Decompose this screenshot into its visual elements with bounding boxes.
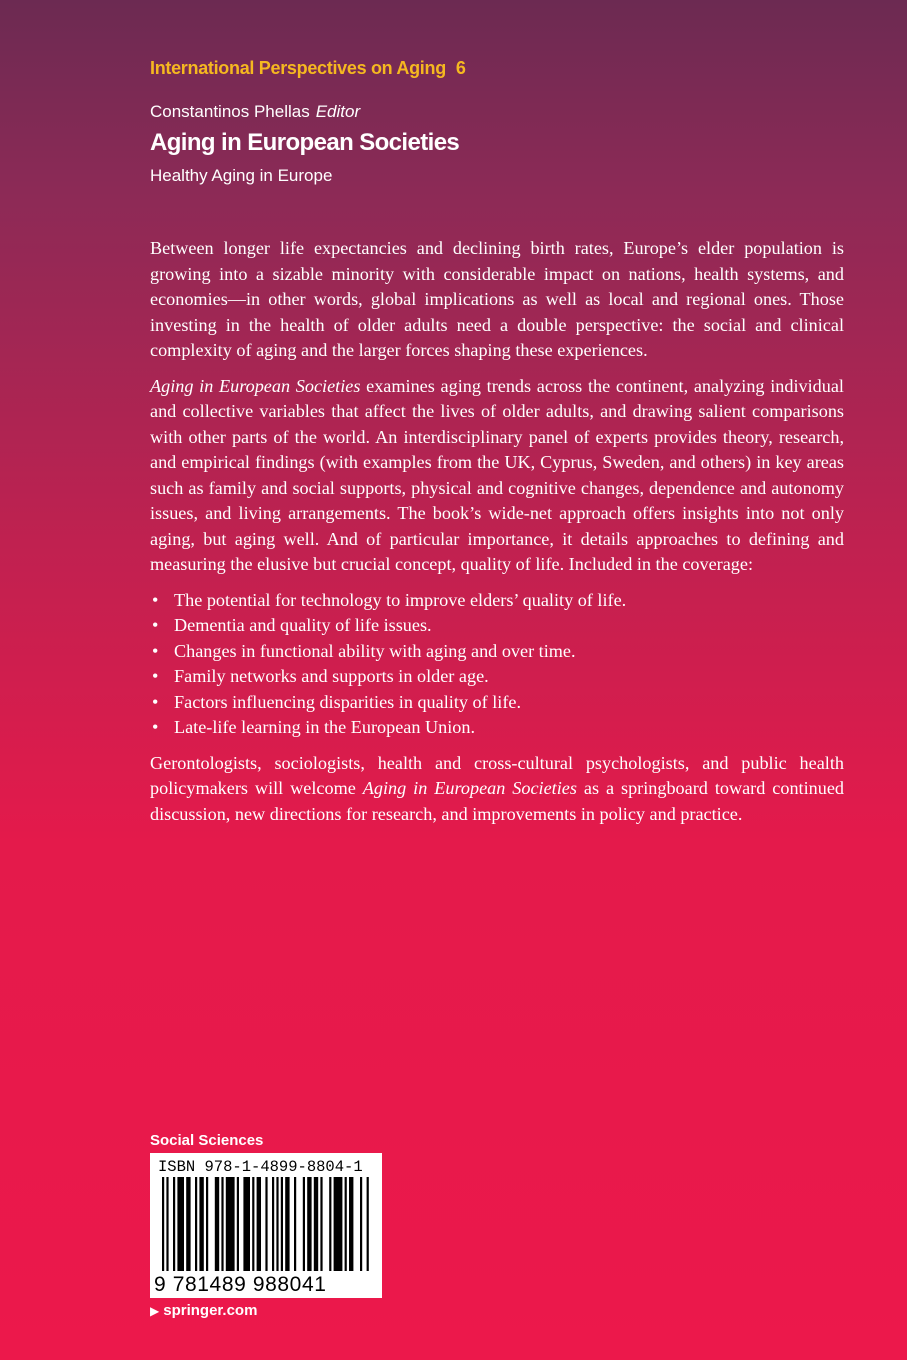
- blurb-paragraph-2-text: examines aging trends across the continent, analyzing individual and collective variables that affect the lives of older adults, and drawing salient comparisons with other parts of the world. An interdisciplinary panel of experts provides theory, research, and empirical findings (with examples from the UK, Cyprus, Sweden, and others) in key areas such as family and social supports, physical and cognitive changes, dependence and autonomy issues, and living arrangements. The book’s wide-net approach offers insights into not only aging, but aging well. And of particular importance, it details approaches to defining and measuring the elusive but crucial concept, quality of life. Included in the coverage:: [150, 375, 844, 574]
- barcode-bar: [206, 1177, 208, 1271]
- blurb-paragraph-3: [150, 751, 844, 828]
- barcode-bar: [314, 1177, 318, 1271]
- ean-digits: 9 781489 988041: [154, 1273, 327, 1296]
- barcode-bars: [158, 1177, 372, 1273]
- barcode-bar: [252, 1177, 254, 1271]
- barcode-bar: [265, 1177, 267, 1271]
- barcode-bar: [243, 1177, 250, 1271]
- list-item: [150, 715, 844, 741]
- list-item-text: Family networks and supports in older age.: [174, 666, 489, 686]
- barcode-bar: [166, 1177, 168, 1271]
- list-item: [150, 588, 844, 614]
- blurb-paragraph-3-text-a: Gerontologists, sociologists, health and cross-cultural psychologists, and public health policymakers will welcome: [150, 752, 844, 798]
- barcode-bar: [215, 1177, 219, 1271]
- series-line: [150, 58, 466, 79]
- editor-line: [150, 102, 360, 122]
- list-item-text: Factors influencing disparities in quality of life.: [174, 691, 522, 712]
- list-item: [150, 664, 844, 690]
- list-item: [150, 690, 844, 716]
- website-url: springer.com: [163, 1302, 258, 1319]
- list-item-text: The potential for technology to improve elders’ quality of life.: [174, 589, 627, 610]
- book-title-italic: Aging in European Societies: [362, 778, 577, 798]
- blurb-paragraph-1: Between longer life expectancies and declining birth rates, Europe’s elder population is growing into a sizable minority with considerable impact on nations, health systems, and economies—in other words, global implications as well as local and regional ones. Those investing in the health of older adults need a double perspective: the social and clinical complexity of aging and the larger forces shaping these experiences.: [150, 238, 844, 360]
- editor-role: Editor: [315, 102, 361, 121]
- barcode-bar: [285, 1177, 289, 1271]
- list-item: [150, 639, 844, 665]
- barcode-bar: [195, 1177, 197, 1271]
- list-item-text: Dementia and quality of life issues.: [174, 615, 432, 635]
- barcode-bar: [345, 1177, 347, 1271]
- barcode-bar: [257, 1177, 261, 1271]
- barcode-bar: [276, 1177, 278, 1271]
- barcode-bar: [303, 1177, 305, 1271]
- blurb-paragraph-3-text-b: as a springboard toward continued discussion, new directions for research, and improvements in policy and practice.: [150, 778, 844, 824]
- barcode-bar: [199, 1177, 203, 1271]
- barcode-bar: [186, 1177, 190, 1271]
- barcode-bar: [173, 1177, 175, 1271]
- bullet-icon: •: [152, 640, 159, 661]
- barcode-bar: [177, 1177, 184, 1271]
- barcode-bar: [281, 1177, 283, 1271]
- barcode-bar: [221, 1177, 223, 1271]
- barcode-bar: [320, 1177, 322, 1271]
- blurb-paragraph-2: [150, 374, 844, 578]
- barcode-bar: [349, 1177, 353, 1271]
- barcode-bar: [360, 1177, 362, 1271]
- publisher-website[interactable]: [150, 1302, 257, 1319]
- series-title: International Perspectives on Aging: [150, 58, 446, 78]
- barcode-bar: [329, 1177, 331, 1271]
- isbn-barcode: [150, 1153, 382, 1298]
- blurb: [150, 236, 844, 837]
- book-title-italic: Aging in European Societies: [150, 375, 361, 396]
- barcode-bar: [272, 1177, 274, 1271]
- book-subtitle: Healthy Aging in Europe: [150, 166, 333, 185]
- barcode-bar: [294, 1177, 296, 1271]
- bullet-icon: •: [152, 666, 159, 686]
- bullet-icon: •: [152, 717, 159, 737]
- barcode-bar: [226, 1177, 235, 1271]
- arrow-right-icon: ▶: [150, 1304, 160, 1318]
- barcode-bar: [334, 1177, 343, 1271]
- series-volume: 6: [455, 58, 466, 78]
- isbn-label: ISBN 978-1-4899-8804-1: [158, 1158, 363, 1176]
- book-title: Aging in European Societies: [150, 129, 460, 156]
- list-item-text: Changes in functional ability with aging and over time.: [174, 640, 576, 661]
- barcode-bar: [307, 1177, 311, 1271]
- list-item-text: Late-life learning in the European Union.: [174, 717, 475, 737]
- barcode-bar: [237, 1177, 239, 1271]
- editor-name: Constantinos Phellas: [150, 102, 310, 121]
- list-item: [150, 613, 844, 639]
- barcode-bar: [162, 1177, 164, 1271]
- barcode-bar: [367, 1177, 369, 1271]
- bullet-icon: •: [152, 589, 159, 610]
- coverage-list: [150, 588, 844, 741]
- bullet-icon: •: [152, 691, 159, 712]
- bullet-icon: •: [152, 615, 159, 635]
- subject-category: Social Sciences: [150, 1132, 264, 1149]
